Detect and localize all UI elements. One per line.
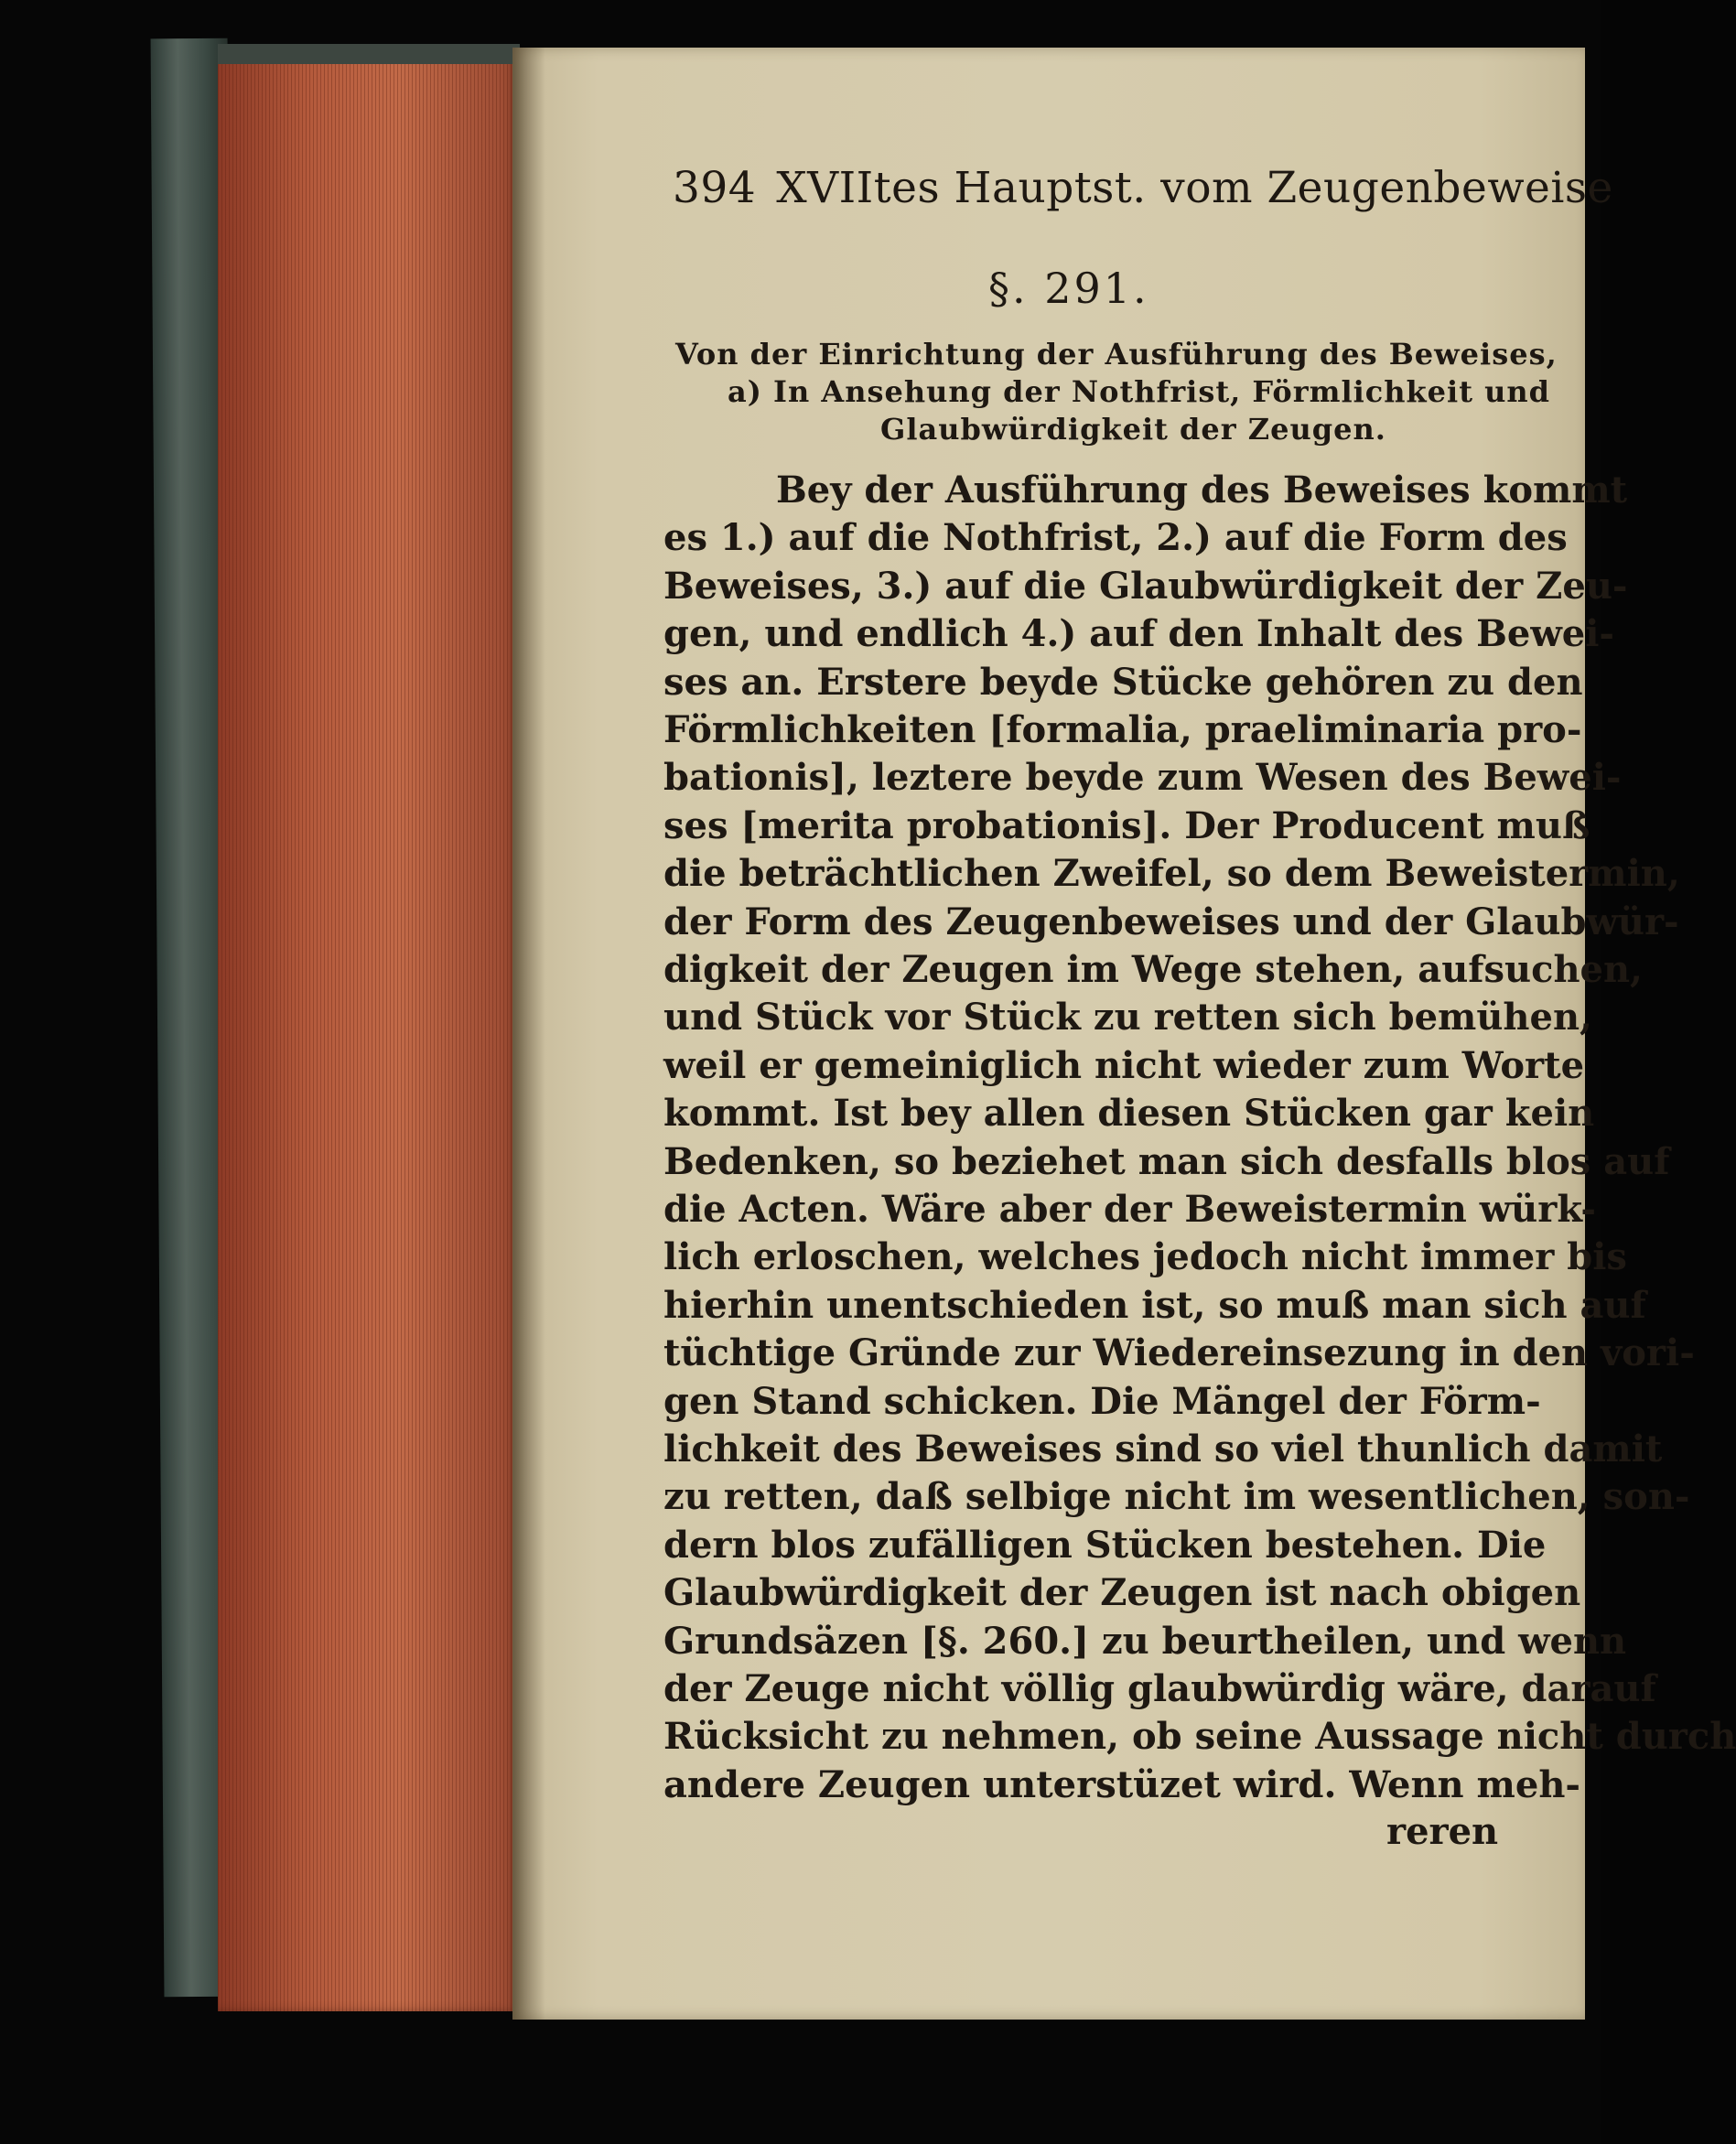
running-title: XVIItes Hauptst. vom Zeugenbeweise [776, 163, 1613, 213]
body-line: gen, und endlich 4.) auf den Inhalt des Bewei- [663, 612, 1615, 656]
body-line: und Stück vor Stück zu retten sich bemühen, [663, 996, 1592, 1040]
page-number: 394 [673, 163, 757, 213]
body-line: der Zeuge nicht völlig glaubwürdig wäre, darauf [663, 1667, 1656, 1710]
page-edges [218, 44, 520, 2011]
body-line: dern blos zufälligen Stücken bestehen. Die [663, 1523, 1547, 1567]
body-line: digkeit der Zeugen im Wege stehen, aufsuchen, [663, 948, 1643, 991]
body-line: ses [merita probationis]. Der Producent muß [663, 803, 1590, 847]
body-line: weil er gemeiniglich nicht wieder zum Worte [663, 1043, 1585, 1087]
body-line: Grundsäzen [§. 260.] zu beurtheilen, und wenn [663, 1619, 1627, 1663]
body-line: lich erloschen, welches jedoch nicht immer bis [663, 1235, 1627, 1279]
body-line: gen Stand schicken. Die Mängel der Förm- [663, 1379, 1541, 1423]
body-line: es 1.) auf die Nothfrist, 2.) auf die Form des [663, 516, 1568, 560]
body-line: Bedenken, so beziehet man sich desfalls blos auf [663, 1139, 1670, 1183]
page-edges-top [218, 44, 520, 64]
body-line: Förmlichkeiten [formalia, praeliminaria pro- [663, 708, 1582, 751]
body-line: Beweises, 3.) auf die Glaubwürdigkeit der Zeu- [663, 564, 1628, 608]
section-number: §. 291. [988, 264, 1149, 313]
body-line: der Form des Zeugenbeweises und der Glaubwür- [663, 900, 1679, 943]
section-heading-line: a) In Ansehung der Nothfrist, Förmlichkeit und [728, 374, 1551, 409]
section-heading-line: Von der Einrichtung der Ausführung des Beweises, [675, 337, 1558, 372]
body-line: andere Zeugen unterstüzet wird. Wenn meh- [663, 1762, 1581, 1806]
body-line: zu retten, daß selbige nicht im wesentlichen, son- [663, 1475, 1690, 1519]
gutter-shadow [512, 48, 545, 2020]
body-line: ses an. Erstere beyde Stücke gehören zu den [663, 660, 1583, 704]
section-heading-line: Glaubwürdigkeit der Zeugen. [880, 412, 1386, 447]
body-line: hierhin unentschieden ist, so muß man sich auf [663, 1283, 1646, 1327]
body-line: tüchtige Gründe zur Wiedereinsezung in den vori- [663, 1331, 1695, 1375]
body-line: Bey der Ausführung des Beweises kommt [776, 469, 1628, 512]
catchword: reren [1386, 1810, 1499, 1853]
body-line: Rücksicht zu nehmen, ob seine Aussage nicht durch [663, 1715, 1736, 1759]
body-line: bationis], leztere beyde zum Wesen des Bewei- [663, 756, 1622, 800]
body-line: lichkeit des Beweises sind so viel thunlich damit [663, 1428, 1663, 1471]
running-head [673, 163, 1613, 213]
body-line: kommt. Ist bey allen diesen Stücken gar kein [663, 1092, 1595, 1136]
body-line: Glaubwürdigkeit der Zeugen ist nach obigen [663, 1571, 1581, 1615]
body-line: die beträchtlichen Zweifel, so dem Beweistermin, [663, 852, 1680, 896]
body-line: die Acten. Wäre aber der Beweistermin würk- [663, 1188, 1597, 1231]
